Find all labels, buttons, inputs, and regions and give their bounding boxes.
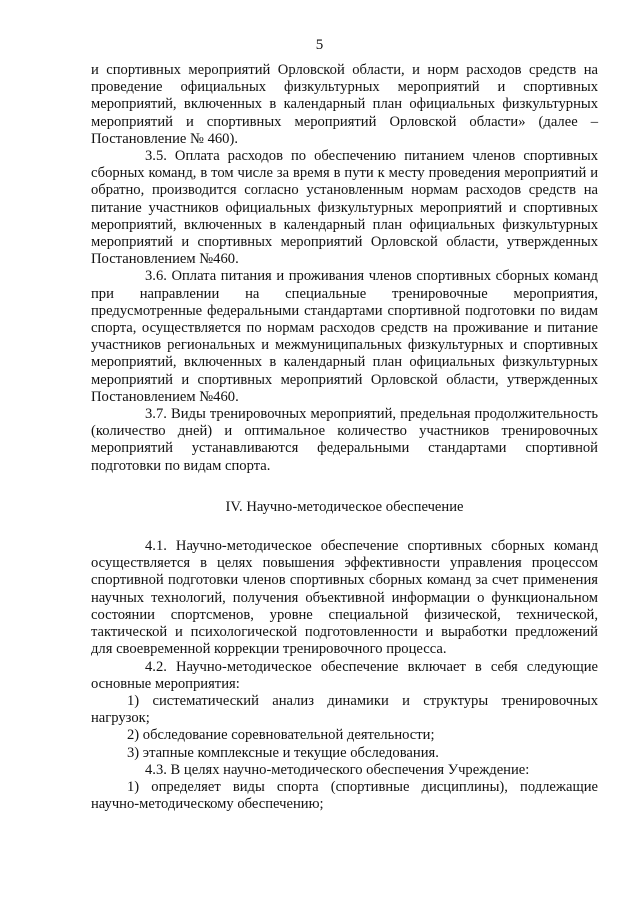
list-item-1: 1) систематический анализ динамики и структуры тренировочных нагрузок;: [91, 692, 598, 727]
paragraph-3-6: 3.6. Оплата питания и проживания членов спортивных сборных команд при направлении на специальные тренировочные мероприятия, предусмотренные федеральными стандартами спортивной подготовки по видам спорта, осуществляется по нормам расходов средств на проживание и питание участников региональных и межмуниципальных физкультурных и спортивных мероприятий, включенных в календарный план официальных физкультурных мероприятий и спортивных мероприятий Орловской области, утвержденных Постановлением №460.: [91, 268, 598, 405]
paragraph-3-7: 3.7. Виды тренировочных мероприятий, предельная продолжительность (количество дней) и оптимальное количество участников тренировочных мероприятий устанавливаются федеральными стандартами спортивной подготовки по видам спорта.: [91, 406, 598, 474]
paragraph-3-5: 3.5. Оплата расходов по обеспечению питанием членов спортивных сборных команд, в том числе за время в пути к месту проведения мероприятий и обратно, производится согласно установленным нормам расходов средств на питание участников официальных физкультурных мероприятий и спортивных мероприятий, включенных в календарный план официальных физкультурных мероприятий и спортивных мероприятий Орловской области, утвержденных Постановлением №460.: [91, 148, 598, 268]
paragraph-4-1: 4.1. Научно-методическое обеспечение спортивных сборных команд осуществляется в целях повышения эффективности управления процессом спортивной подготовки членов спортивных сборных команд за счет применения научных технологий, получения объективной информации о функциональном состоянии спортсменов, уровне специальной физической, технической, тактической и психологической подготовленности и выработки предложений для своевременной коррекции тренировочного процесса.: [91, 538, 598, 658]
page-number: 5: [315, 37, 324, 53]
section-heading: IV. Научно-методическое обеспечение: [225, 498, 464, 515]
paragraph-4-2: 4.2. Научно-методическое обеспечение включает в себя следующие основные мероприятия:: [91, 658, 598, 692]
document-body: [91, 62, 598, 813]
list-item-3: 3) этапные комплексные и текущие обследования.: [127, 744, 439, 761]
paragraph-4-3: 4.3. В целях научно-методического обеспечения Учреждение:: [145, 761, 530, 778]
paragraph-postanovlenie-reference: и спортивных мероприятий Орловской области, и норм расходов средств на проведение официальных физкультурных мероприятий и спортивных мероприятий, включенных в календарный план официальных физкультурных мероприятий и спортивных мероприятий Орловской области» (далее – Постановление № 460).: [91, 62, 598, 147]
list-item-2: 2) обследование соревновательной деятельности;: [127, 727, 435, 744]
list-item-4-3-1: 1) определяет виды спорта (спортивные дисциплины), подлежащие научно-методическому обеспечению;: [91, 778, 598, 813]
